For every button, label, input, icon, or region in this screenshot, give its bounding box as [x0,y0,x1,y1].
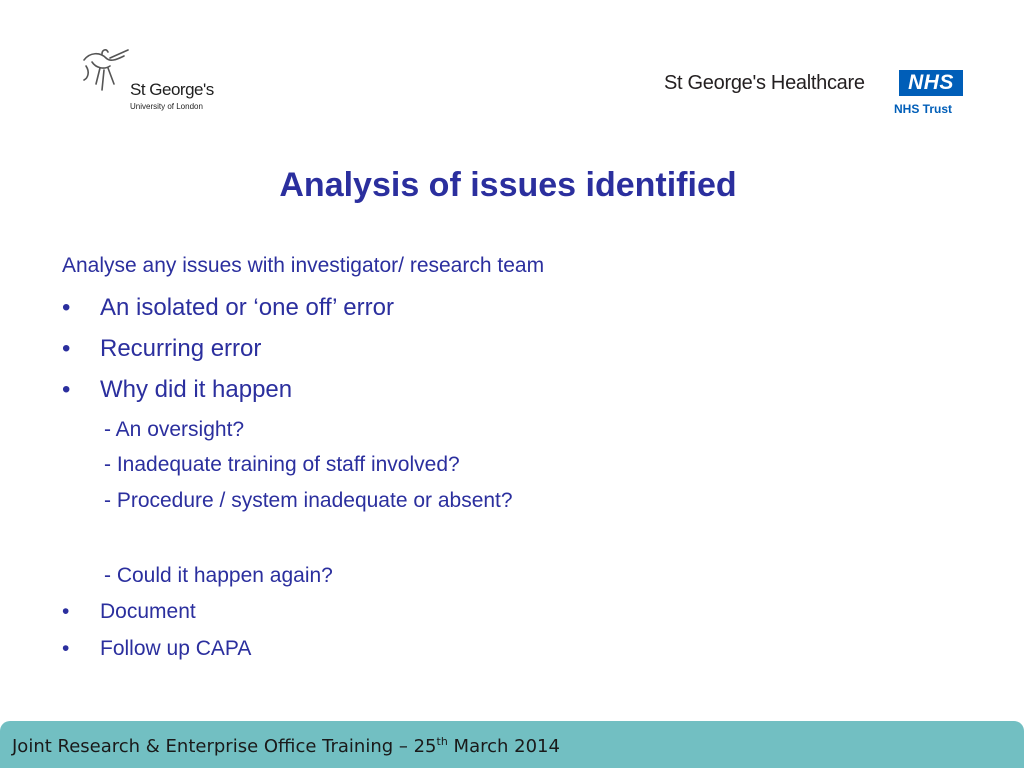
bullet-text: Document [100,600,196,623]
bullet-marker: • [62,335,71,362]
slide-title: Analysis of issues identified [279,166,737,204]
bullet-marker: • [62,637,70,660]
sub-point: - An oversight? [104,418,245,441]
bullet-text: Recurring error [100,335,262,362]
knight-on-horse-icon [80,46,132,96]
trust-name: St George's Healthcare [664,72,865,94]
footer-text-main: Joint Research & Enterprise Office Training – 25 [12,736,437,757]
sub-point: - Procedure / system inadequate or absent? [104,489,513,512]
footer-text-date: March 2014 [447,736,560,757]
nhs-trust-label: NHS Trust [893,102,952,116]
university-name: St George's [130,80,214,99]
bullet-text: Why did it happen [100,376,293,403]
intro-text: Analyse any issues with investigator/ research team [62,254,545,277]
bullet-marker: • [62,600,70,623]
sub-point: - Could it happen again? [104,564,333,587]
bullet-marker: • [62,294,71,321]
nhs-trust-logo [664,68,964,120]
bullet-marker: • [62,376,71,403]
bullet-text: Follow up CAPA [100,637,252,660]
sub-point: - Inadequate training of staff involved? [104,453,460,476]
st-georges-university-logo [80,46,225,120]
footer-bar [0,721,1024,768]
footer-superscript: th [436,735,448,748]
nhs-badge: NHS [899,70,963,96]
bullet-text: An isolated or ‘one off’ error [100,294,394,321]
university-subtitle: University of London [130,102,203,111]
footer-text [12,735,560,757]
